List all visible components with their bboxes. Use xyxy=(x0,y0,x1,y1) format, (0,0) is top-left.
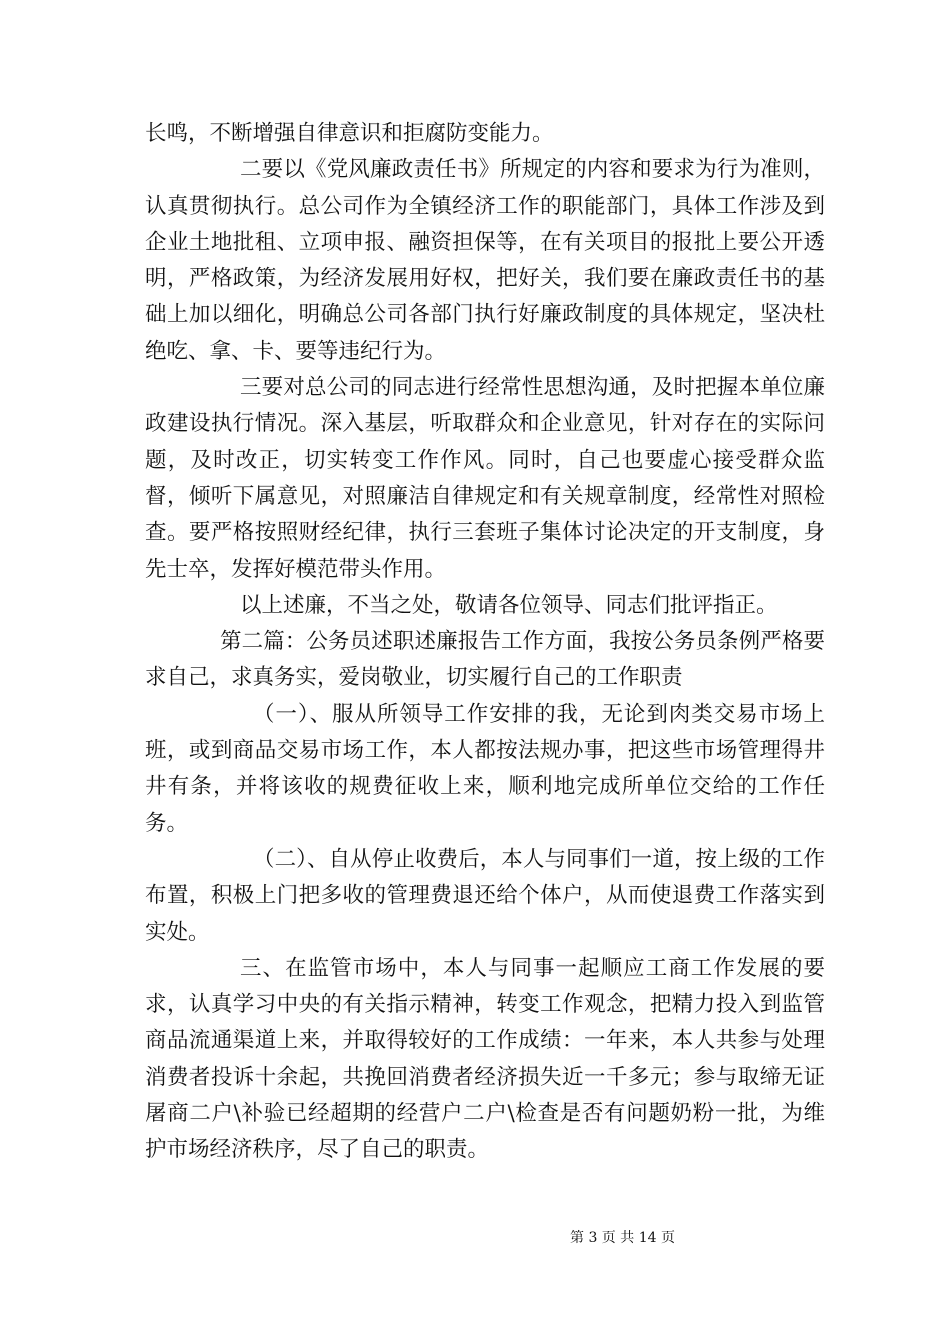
paragraph-second-requirement: 二要以《党风廉政责任书》所规定的内容和要求为行为准则，认真贯彻执行。总公司作为全镇经济工作的职能部门，具体工作涉及到企业土地批租、立项申报、融资担保等，在有关项目的报批上要公开透明，严格政策，为经济发展用好权，把好关，我们要在廉政责任书的基础上加以细化，明确总公司各部门执行好廉政制度的具体规定，坚决杜绝吃、拿、卡、要等违纪行为。 xyxy=(145,157,825,364)
paragraph-item-one: （一）、服从所领导工作安排的我，无论到肉类交易市场上班，或到商品交易市场工作，本人都按法规办事，把这些市场管理得井井有条，并将该收的规费征收上来，顺利地完成所单位交给的工作任务。 xyxy=(145,701,825,836)
paragraph-continuation: 长鸣，不断增强自律意识和拒腐防变能力。 xyxy=(145,121,554,146)
document-body xyxy=(145,116,825,1169)
paragraph-third-requirement: 三要对总公司的同志进行经常性思想沟通，及时把握本单位廉政建设执行情况。深入基层，听取群众和企业意见，针对存在的实际问题，及时改正，切实转变工作作风。同时，自己也要虚心接受群众监督，倾听下属意见，对照廉洁自律规定和有关规章制度，经常性对照检查。要严格按照财经纪律，执行三套班子集体讨论决定的开支制度，身先士卒，发挥好模范带头作用。 xyxy=(145,375,825,582)
page-number-footer: 第 3 页 共 14 页 xyxy=(570,1230,675,1246)
paragraph-second-article-title: 第二篇：公务员述职述廉报告工作方面，我按公务员条例严格要求自己，求真务实，爱岗敬业，切实履行自己的工作职责 xyxy=(145,629,825,691)
paragraph-item-three: 三、在监管市场中，本人与同事一起顺应工商工作发展的要求，认真学习中央的有关指示精神，转变工作观念，把精力投入到监管商品流通渠道上来，并取得较好的工作成绩：一年来，本人共参与处理消费者投诉十余起，共挽回消费者经济损失近一千多元；参与取缔无证屠商二户\补验已经超期的经营户二户\检查是否有问题奶粉一批，为维护市场经济秩序，尽了自己的职责。 xyxy=(145,955,825,1163)
paragraph-closing: 以上述廉，不当之处，敬请各位领导、同志们批评指正。 xyxy=(240,592,778,618)
paragraph-item-two: （二）、自从停止收费后，本人与同事们一道，按上级的工作布置，积极上门把多收的管理费退还给个体户，从而使退费工作落实到实处。 xyxy=(145,846,825,945)
